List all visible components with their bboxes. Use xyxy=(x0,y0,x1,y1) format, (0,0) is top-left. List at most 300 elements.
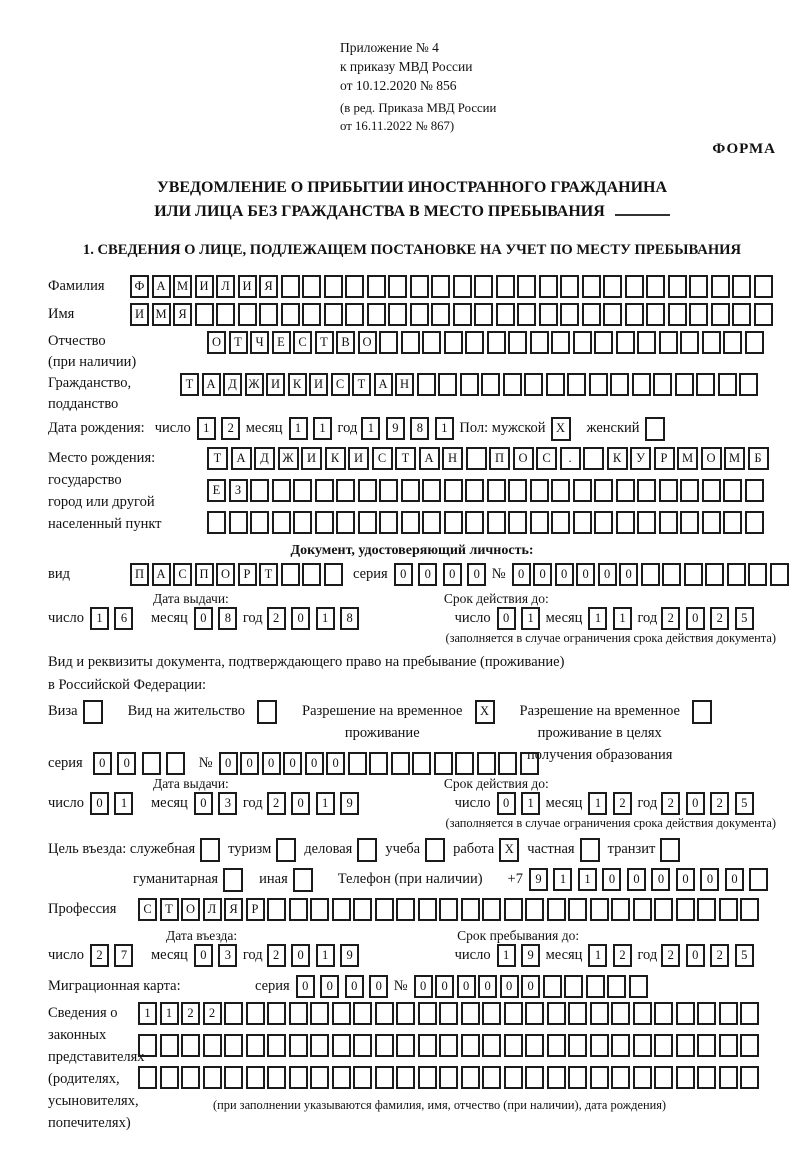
char-cell[interactable] xyxy=(142,752,161,775)
char-cell[interactable] xyxy=(697,1034,716,1057)
char-cell[interactable] xyxy=(629,975,648,998)
char-cell[interactable]: 2 xyxy=(90,944,109,967)
char-cell[interactable] xyxy=(246,1034,265,1057)
char-cell[interactable] xyxy=(375,898,394,921)
char-cell[interactable] xyxy=(589,373,608,396)
permit-valid-month-cells[interactable] xyxy=(588,792,637,815)
char-cell[interactable]: 0 xyxy=(435,975,454,998)
char-cell[interactable] xyxy=(444,331,463,354)
char-cell[interactable] xyxy=(719,1034,738,1057)
char-cell[interactable] xyxy=(754,303,773,326)
char-cell[interactable] xyxy=(632,373,651,396)
char-cell[interactable]: О xyxy=(701,447,722,470)
char-cell[interactable]: 0 xyxy=(576,563,595,586)
char-cell[interactable] xyxy=(412,752,431,775)
char-cell[interactable] xyxy=(293,511,312,534)
citizenship-cells[interactable] xyxy=(180,373,761,396)
char-cell[interactable]: З xyxy=(229,479,248,502)
char-cell[interactable] xyxy=(560,275,579,298)
char-cell[interactable] xyxy=(302,563,321,586)
char-cell[interactable] xyxy=(487,479,506,502)
char-cell[interactable] xyxy=(705,563,724,586)
char-cell[interactable] xyxy=(388,275,407,298)
char-cell[interactable]: К xyxy=(325,447,346,470)
char-cell[interactable]: X xyxy=(475,700,495,724)
char-cell[interactable] xyxy=(539,303,558,326)
surname-cells[interactable] xyxy=(130,275,775,298)
char-cell[interactable] xyxy=(281,563,300,586)
purpose-work-checkbox[interactable] xyxy=(499,838,519,862)
birth-year-cells[interactable] xyxy=(361,417,459,440)
char-cell[interactable] xyxy=(379,511,398,534)
char-cell[interactable] xyxy=(547,898,566,921)
entry-day-cells[interactable] xyxy=(90,944,139,967)
char-cell[interactable]: 0 xyxy=(700,868,719,891)
char-cell[interactable]: X xyxy=(551,417,571,441)
doc-issue-day-cells[interactable] xyxy=(90,607,139,630)
char-cell[interactable] xyxy=(676,898,695,921)
char-cell[interactable]: О xyxy=(207,331,226,354)
char-cell[interactable] xyxy=(583,447,604,470)
char-cell[interactable]: 1 xyxy=(588,792,607,815)
char-cell[interactable]: 0 xyxy=(651,868,670,891)
stay-day-cells[interactable] xyxy=(497,944,546,967)
char-cell[interactable] xyxy=(410,275,429,298)
char-cell[interactable]: 1 xyxy=(613,607,632,630)
char-cell[interactable]: А xyxy=(419,447,440,470)
char-cell[interactable]: М xyxy=(152,303,171,326)
char-cell[interactable] xyxy=(431,303,450,326)
char-cell[interactable]: Т xyxy=(259,563,278,586)
char-cell[interactable] xyxy=(719,1002,738,1025)
char-cell[interactable] xyxy=(379,331,398,354)
char-cell[interactable]: 1 xyxy=(138,1002,157,1025)
permit-series-cells[interactable] xyxy=(93,752,191,775)
char-cell[interactable] xyxy=(508,331,527,354)
char-cell[interactable] xyxy=(611,1066,630,1089)
char-cell[interactable] xyxy=(543,975,562,998)
char-cell[interactable]: И xyxy=(266,373,285,396)
char-cell[interactable] xyxy=(732,303,751,326)
char-cell[interactable] xyxy=(748,563,767,586)
char-cell[interactable] xyxy=(246,1066,265,1089)
char-cell[interactable]: 2 xyxy=(203,1002,222,1025)
permit-issue-day-cells[interactable] xyxy=(90,792,139,815)
char-cell[interactable]: М xyxy=(724,447,745,470)
char-cell[interactable] xyxy=(332,898,351,921)
purpose-official-checkbox[interactable] xyxy=(200,838,220,862)
char-cell[interactable]: 6 xyxy=(114,607,133,630)
char-cell[interactable]: 2 xyxy=(613,792,632,815)
char-cell[interactable] xyxy=(482,898,501,921)
char-cell[interactable] xyxy=(439,898,458,921)
char-cell[interactable] xyxy=(293,479,312,502)
char-cell[interactable]: Ж xyxy=(278,447,299,470)
char-cell[interactable]: Я xyxy=(224,898,243,921)
char-cell[interactable]: 0 xyxy=(296,975,315,998)
char-cell[interactable]: Т xyxy=(180,373,199,396)
char-cell[interactable] xyxy=(745,511,764,534)
char-cell[interactable]: Ч xyxy=(250,331,269,354)
char-cell[interactable] xyxy=(422,511,441,534)
char-cell[interactable]: 1 xyxy=(316,607,335,630)
char-cell[interactable]: 1 xyxy=(361,417,380,440)
char-cell[interactable] xyxy=(680,331,699,354)
char-cell[interactable] xyxy=(754,275,773,298)
char-cell[interactable]: А xyxy=(374,373,393,396)
char-cell[interactable]: 1 xyxy=(588,607,607,630)
char-cell[interactable]: 9 xyxy=(340,944,359,967)
char-cell[interactable]: . xyxy=(560,447,581,470)
char-cell[interactable]: 1 xyxy=(313,417,332,440)
char-cell[interactable] xyxy=(660,838,680,862)
char-cell[interactable] xyxy=(455,752,474,775)
char-cell[interactable] xyxy=(504,898,523,921)
char-cell[interactable]: 8 xyxy=(410,417,429,440)
char-cell[interactable] xyxy=(439,1066,458,1089)
permit-valid-day-cells[interactable] xyxy=(497,792,546,815)
char-cell[interactable] xyxy=(332,1002,351,1025)
char-cell[interactable] xyxy=(697,898,716,921)
char-cell[interactable]: Т xyxy=(352,373,371,396)
char-cell[interactable] xyxy=(138,1034,157,1057)
permit-issue-year-cells[interactable] xyxy=(267,792,365,815)
char-cell[interactable] xyxy=(310,1034,329,1057)
char-cell[interactable] xyxy=(345,275,364,298)
char-cell[interactable] xyxy=(590,1002,609,1025)
char-cell[interactable] xyxy=(200,838,220,862)
permit-valid-year-cells[interactable] xyxy=(661,792,759,815)
char-cell[interactable]: 0 xyxy=(725,868,744,891)
char-cell[interactable] xyxy=(625,275,644,298)
doc-number-cells[interactable] xyxy=(512,563,792,586)
char-cell[interactable] xyxy=(568,1066,587,1089)
char-cell[interactable] xyxy=(250,511,269,534)
char-cell[interactable]: В xyxy=(336,331,355,354)
residence-permit-checkbox[interactable] xyxy=(257,700,277,724)
char-cell[interactable]: С xyxy=(138,898,157,921)
purpose-transit-checkbox[interactable] xyxy=(660,838,680,862)
char-cell[interactable]: 0 xyxy=(320,975,339,998)
char-cell[interactable]: М xyxy=(677,447,698,470)
char-cell[interactable] xyxy=(195,303,214,326)
temp-residence-edu-checkbox[interactable] xyxy=(692,700,712,724)
char-cell[interactable]: 0 xyxy=(291,607,310,630)
char-cell[interactable]: 0 xyxy=(676,868,695,891)
char-cell[interactable] xyxy=(357,838,377,862)
char-cell[interactable]: 5 xyxy=(735,792,754,815)
char-cell[interactable]: И xyxy=(348,447,369,470)
char-cell[interactable]: Т xyxy=(315,331,334,354)
char-cell[interactable]: 2 xyxy=(661,944,680,967)
char-cell[interactable]: К xyxy=(288,373,307,396)
char-cell[interactable] xyxy=(567,373,586,396)
char-cell[interactable] xyxy=(324,563,343,586)
char-cell[interactable] xyxy=(633,1066,652,1089)
char-cell[interactable]: И xyxy=(309,373,328,396)
char-cell[interactable] xyxy=(676,1034,695,1057)
char-cell[interactable]: 0 xyxy=(219,752,238,775)
char-cell[interactable] xyxy=(425,838,445,862)
char-cell[interactable] xyxy=(525,1034,544,1057)
char-cell[interactable]: 9 xyxy=(521,944,540,967)
char-cell[interactable]: Т xyxy=(395,447,416,470)
char-cell[interactable]: 2 xyxy=(661,792,680,815)
char-cell[interactable]: 0 xyxy=(443,563,462,586)
char-cell[interactable] xyxy=(684,563,703,586)
char-cell[interactable] xyxy=(517,275,536,298)
char-cell[interactable] xyxy=(465,479,484,502)
char-cell[interactable]: М xyxy=(173,275,192,298)
char-cell[interactable] xyxy=(637,331,656,354)
char-cell[interactable] xyxy=(238,303,257,326)
char-cell[interactable] xyxy=(560,303,579,326)
char-cell[interactable]: 0 xyxy=(533,563,552,586)
char-cell[interactable] xyxy=(396,898,415,921)
char-cell[interactable] xyxy=(668,303,687,326)
char-cell[interactable] xyxy=(676,1002,695,1025)
char-cell[interactable]: А xyxy=(152,275,171,298)
char-cell[interactable]: 0 xyxy=(117,752,136,775)
char-cell[interactable] xyxy=(246,1002,265,1025)
char-cell[interactable] xyxy=(367,275,386,298)
char-cell[interactable] xyxy=(460,373,479,396)
char-cell[interactable]: 2 xyxy=(181,1002,200,1025)
char-cell[interactable] xyxy=(680,479,699,502)
char-cell[interactable]: Р xyxy=(238,563,257,586)
char-cell[interactable] xyxy=(353,898,372,921)
permit-number-cells[interactable] xyxy=(219,752,542,775)
char-cell[interactable] xyxy=(353,1066,372,1089)
char-cell[interactable] xyxy=(474,275,493,298)
char-cell[interactable] xyxy=(465,331,484,354)
char-cell[interactable]: 9 xyxy=(340,792,359,815)
char-cell[interactable] xyxy=(745,331,764,354)
char-cell[interactable] xyxy=(689,275,708,298)
char-cell[interactable] xyxy=(594,511,613,534)
char-cell[interactable]: 1 xyxy=(114,792,133,815)
char-cell[interactable]: Е xyxy=(272,331,291,354)
char-cell[interactable] xyxy=(203,1034,222,1057)
char-cell[interactable] xyxy=(697,1002,716,1025)
char-cell[interactable] xyxy=(336,511,355,534)
char-cell[interactable]: П xyxy=(195,563,214,586)
char-cell[interactable]: О xyxy=(181,898,200,921)
char-cell[interactable] xyxy=(645,417,665,441)
char-cell[interactable] xyxy=(396,1034,415,1057)
char-cell[interactable]: Е xyxy=(207,479,226,502)
char-cell[interactable] xyxy=(573,511,592,534)
char-cell[interactable] xyxy=(302,275,321,298)
char-cell[interactable] xyxy=(358,479,377,502)
char-cell[interactable]: 0 xyxy=(457,975,476,998)
char-cell[interactable] xyxy=(547,1034,566,1057)
char-cell[interactable] xyxy=(324,303,343,326)
char-cell[interactable]: 0 xyxy=(598,563,617,586)
purpose-business-checkbox[interactable] xyxy=(357,838,377,862)
char-cell[interactable]: 8 xyxy=(218,607,237,630)
char-cell[interactable] xyxy=(611,1002,630,1025)
char-cell[interactable]: 0 xyxy=(521,975,540,998)
char-cell[interactable] xyxy=(659,511,678,534)
char-cell[interactable] xyxy=(396,1002,415,1025)
reps-row1-cells[interactable] xyxy=(138,1002,762,1025)
char-cell[interactable]: 0 xyxy=(394,563,413,586)
char-cell[interactable] xyxy=(680,511,699,534)
char-cell[interactable] xyxy=(487,511,506,534)
char-cell[interactable]: 3 xyxy=(218,792,237,815)
doc-valid-year-cells[interactable] xyxy=(661,607,759,630)
char-cell[interactable] xyxy=(281,275,300,298)
char-cell[interactable]: 2 xyxy=(710,607,729,630)
char-cell[interactable] xyxy=(646,275,665,298)
char-cell[interactable]: 9 xyxy=(386,417,405,440)
char-cell[interactable] xyxy=(166,752,185,775)
char-cell[interactable] xyxy=(749,868,768,891)
char-cell[interactable] xyxy=(444,511,463,534)
char-cell[interactable]: О xyxy=(513,447,534,470)
char-cell[interactable] xyxy=(611,898,630,921)
sex-female-checkbox[interactable] xyxy=(645,417,665,441)
char-cell[interactable]: 2 xyxy=(267,944,286,967)
char-cell[interactable] xyxy=(482,1002,501,1025)
char-cell[interactable] xyxy=(568,1034,587,1057)
char-cell[interactable] xyxy=(590,898,609,921)
char-cell[interactable]: 0 xyxy=(345,975,364,998)
char-cell[interactable] xyxy=(711,275,730,298)
char-cell[interactable] xyxy=(616,331,635,354)
char-cell[interactable] xyxy=(524,373,543,396)
char-cell[interactable] xyxy=(702,331,721,354)
char-cell[interactable] xyxy=(289,1002,308,1025)
char-cell[interactable] xyxy=(508,511,527,534)
char-cell[interactable]: 0 xyxy=(326,752,345,775)
char-cell[interactable]: Д xyxy=(223,373,242,396)
char-cell[interactable] xyxy=(719,1066,738,1089)
char-cell[interactable] xyxy=(310,1066,329,1089)
char-cell[interactable]: 1 xyxy=(521,607,540,630)
char-cell[interactable] xyxy=(530,479,549,502)
char-cell[interactable] xyxy=(272,479,291,502)
char-cell[interactable] xyxy=(388,303,407,326)
char-cell[interactable]: 9 xyxy=(529,868,548,891)
char-cell[interactable] xyxy=(267,1066,286,1089)
char-cell[interactable]: X xyxy=(499,838,519,862)
char-cell[interactable] xyxy=(272,511,291,534)
char-cell[interactable] xyxy=(633,1002,652,1025)
char-cell[interactable]: Я xyxy=(259,275,278,298)
entry-year-cells[interactable] xyxy=(267,944,365,967)
char-cell[interactable]: 0 xyxy=(240,752,259,775)
char-cell[interactable] xyxy=(676,1066,695,1089)
sex-male-checkbox[interactable] xyxy=(551,417,571,441)
char-cell[interactable] xyxy=(276,838,296,862)
char-cell[interactable] xyxy=(444,479,463,502)
char-cell[interactable] xyxy=(646,303,665,326)
char-cell[interactable] xyxy=(289,1034,308,1057)
char-cell[interactable] xyxy=(224,1034,243,1057)
char-cell[interactable] xyxy=(482,1034,501,1057)
char-cell[interactable] xyxy=(417,373,436,396)
char-cell[interactable] xyxy=(375,1034,394,1057)
char-cell[interactable]: 0 xyxy=(291,944,310,967)
char-cell[interactable] xyxy=(401,511,420,534)
char-cell[interactable] xyxy=(401,479,420,502)
char-cell[interactable] xyxy=(453,303,472,326)
char-cell[interactable]: 1 xyxy=(316,792,335,815)
char-cell[interactable] xyxy=(654,1034,673,1057)
char-cell[interactable]: 0 xyxy=(90,792,109,815)
char-cell[interactable] xyxy=(216,303,235,326)
char-cell[interactable] xyxy=(439,1002,458,1025)
char-cell[interactable] xyxy=(250,479,269,502)
char-cell[interactable] xyxy=(603,303,622,326)
doc-series-cells[interactable] xyxy=(394,563,492,586)
char-cell[interactable]: И xyxy=(238,275,257,298)
char-cell[interactable] xyxy=(654,898,673,921)
char-cell[interactable]: 0 xyxy=(686,607,705,630)
purpose-humanitarian-checkbox[interactable] xyxy=(223,868,243,892)
stay-year-cells[interactable] xyxy=(661,944,759,967)
char-cell[interactable] xyxy=(517,303,536,326)
char-cell[interactable] xyxy=(401,331,420,354)
char-cell[interactable]: 0 xyxy=(194,607,213,630)
char-cell[interactable] xyxy=(723,511,742,534)
char-cell[interactable]: Н xyxy=(395,373,414,396)
char-cell[interactable]: И xyxy=(195,275,214,298)
char-cell[interactable]: Д xyxy=(254,447,275,470)
char-cell[interactable] xyxy=(633,898,652,921)
char-cell[interactable] xyxy=(487,331,506,354)
char-cell[interactable] xyxy=(739,373,758,396)
char-cell[interactable]: 0 xyxy=(619,563,638,586)
char-cell[interactable] xyxy=(138,1066,157,1089)
char-cell[interactable] xyxy=(551,479,570,502)
char-cell[interactable] xyxy=(410,303,429,326)
char-cell[interactable] xyxy=(594,331,613,354)
char-cell[interactable] xyxy=(582,275,601,298)
char-cell[interactable] xyxy=(498,752,517,775)
char-cell[interactable] xyxy=(718,373,737,396)
char-cell[interactable] xyxy=(675,373,694,396)
char-cell[interactable]: 0 xyxy=(478,975,497,998)
char-cell[interactable] xyxy=(391,752,410,775)
char-cell[interactable]: А xyxy=(231,447,252,470)
char-cell[interactable] xyxy=(568,898,587,921)
char-cell[interactable] xyxy=(461,898,480,921)
char-cell[interactable]: 1 xyxy=(553,868,572,891)
char-cell[interactable]: 0 xyxy=(467,563,486,586)
char-cell[interactable] xyxy=(431,275,450,298)
char-cell[interactable]: 0 xyxy=(686,792,705,815)
char-cell[interactable]: 1 xyxy=(578,868,597,891)
char-cell[interactable] xyxy=(281,303,300,326)
char-cell[interactable]: А xyxy=(202,373,221,396)
char-cell[interactable]: П xyxy=(489,447,510,470)
char-cell[interactable]: Ж xyxy=(245,373,264,396)
char-cell[interactable] xyxy=(568,1002,587,1025)
char-cell[interactable] xyxy=(496,303,515,326)
char-cell[interactable]: 8 xyxy=(340,607,359,630)
char-cell[interactable] xyxy=(547,1002,566,1025)
visa-checkbox[interactable] xyxy=(83,700,103,724)
purpose-other-checkbox[interactable] xyxy=(293,868,313,892)
char-cell[interactable]: 2 xyxy=(613,944,632,967)
char-cell[interactable] xyxy=(181,1066,200,1089)
char-cell[interactable]: А xyxy=(152,563,171,586)
char-cell[interactable]: 0 xyxy=(414,975,433,998)
char-cell[interactable] xyxy=(267,898,286,921)
